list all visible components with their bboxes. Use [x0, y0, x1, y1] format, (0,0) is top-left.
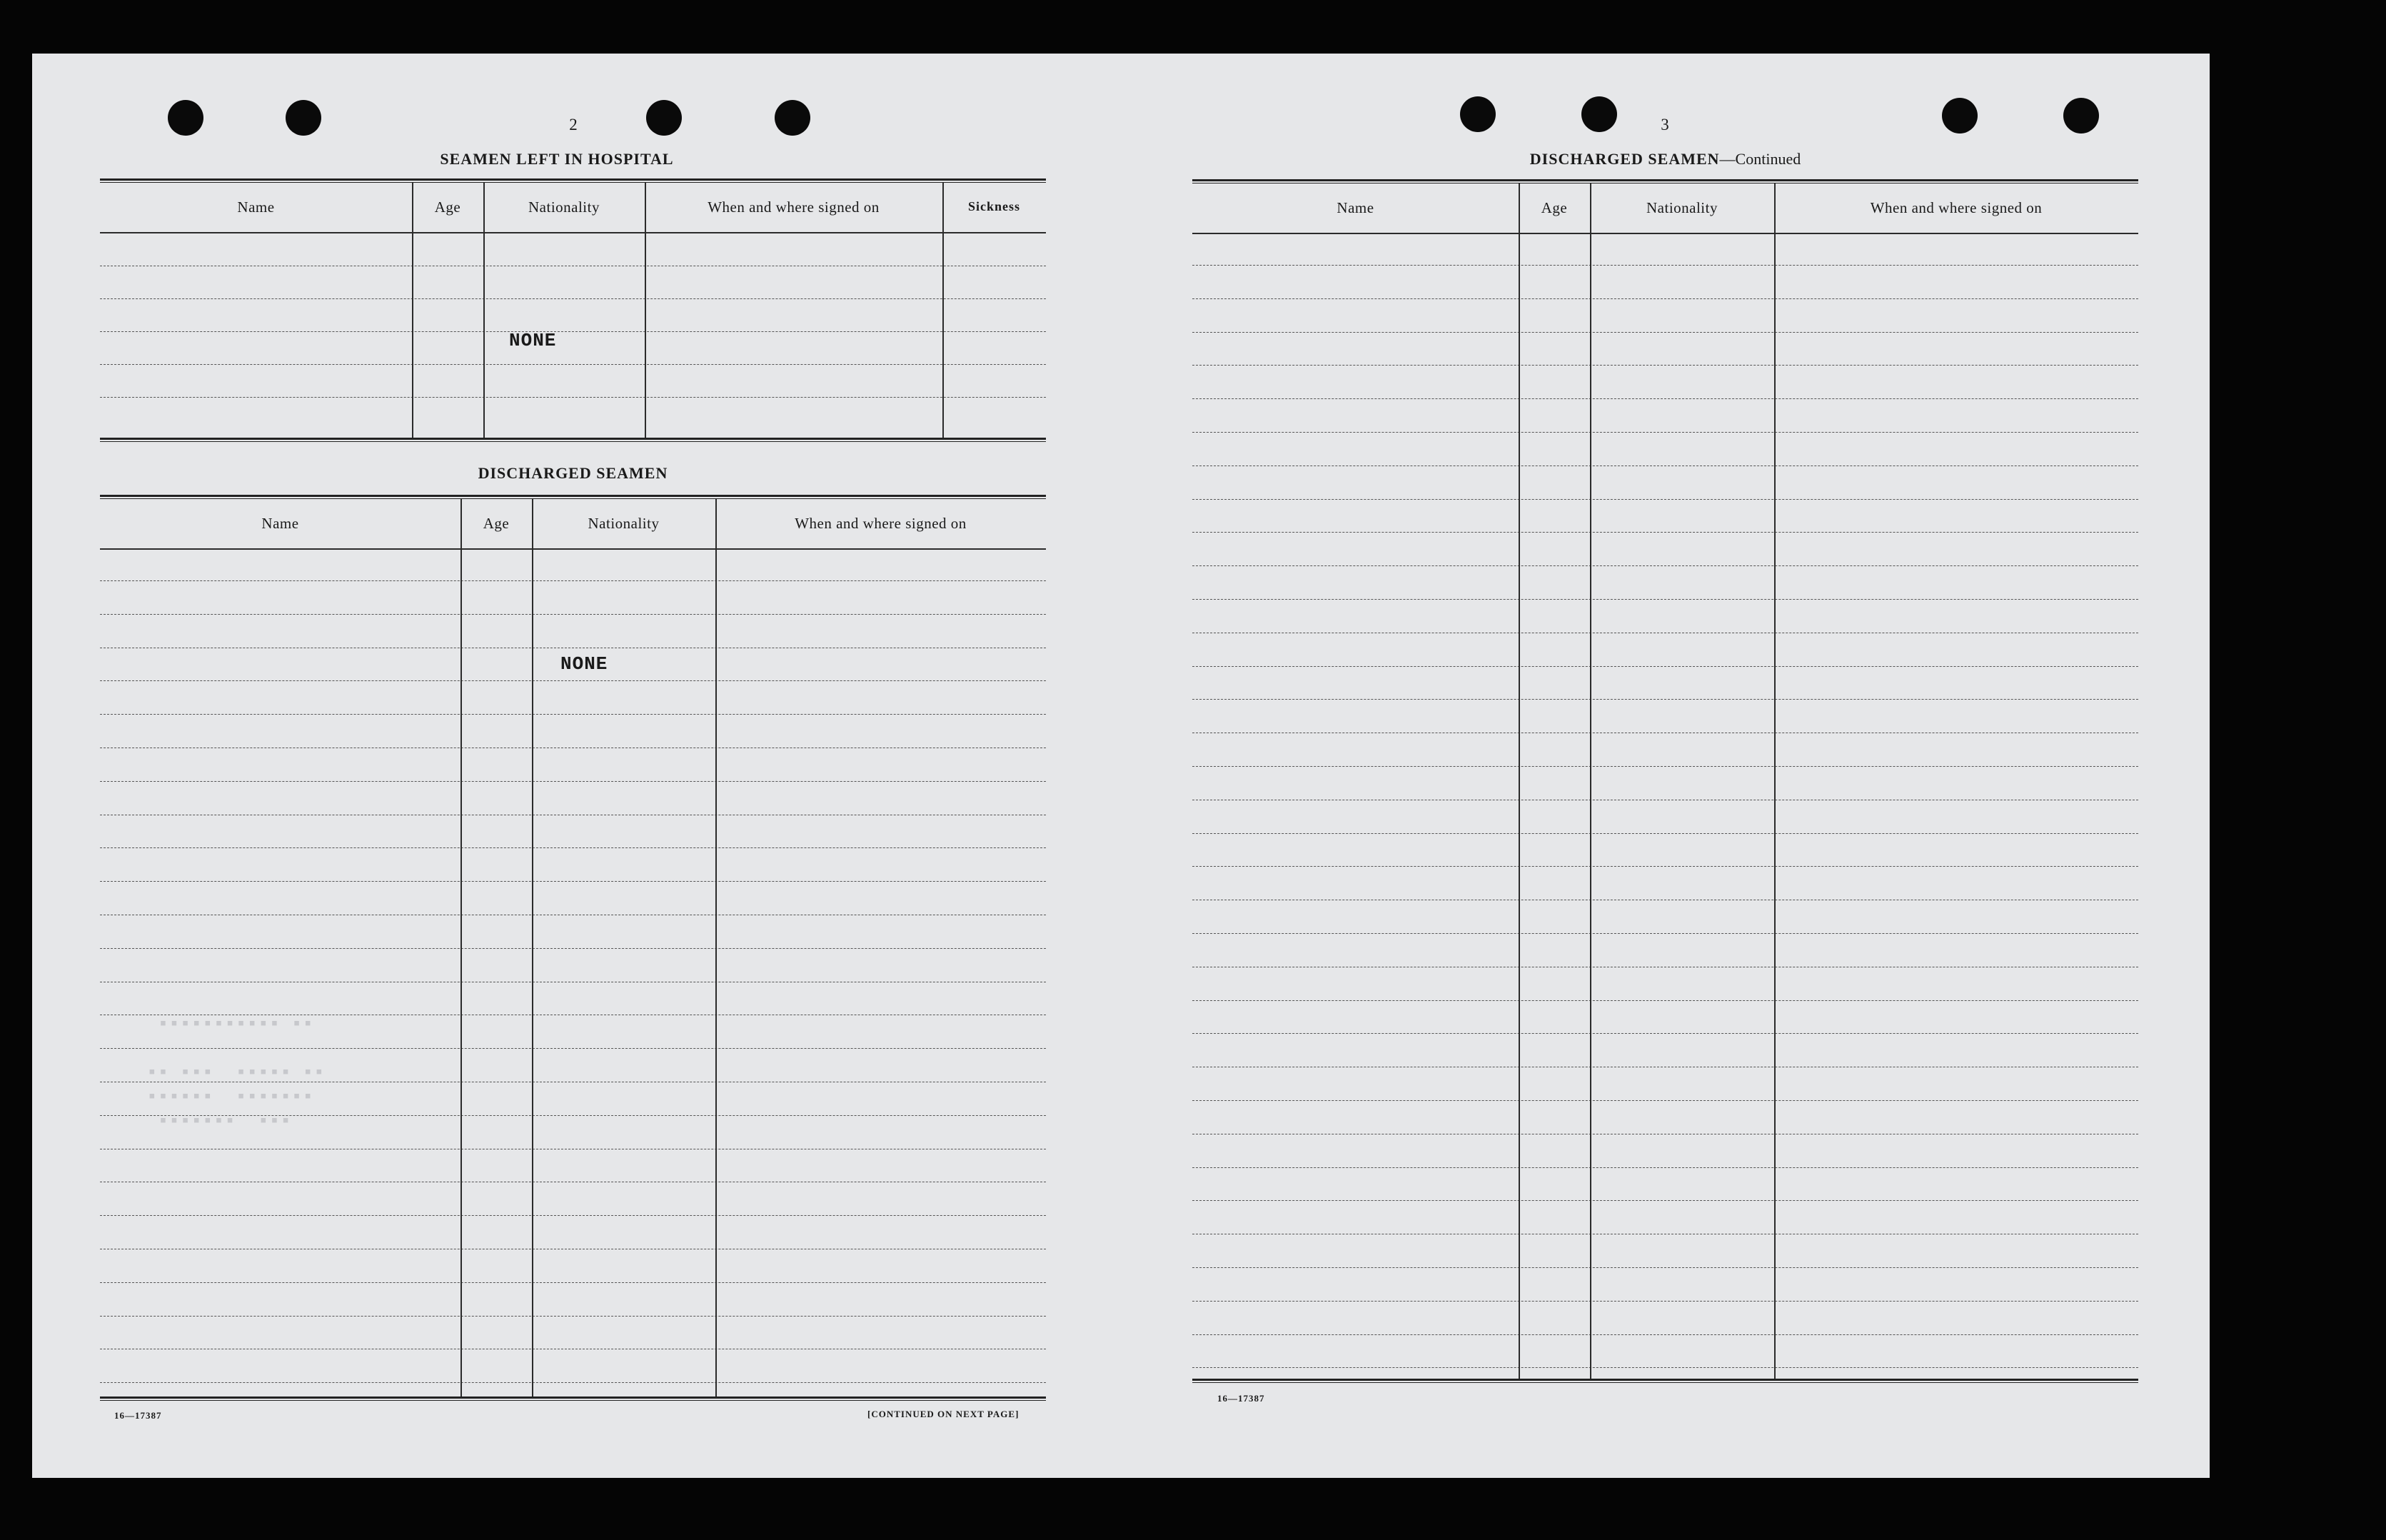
- ruled-row-line: [100, 948, 1046, 949]
- column-header-name: Name: [261, 515, 299, 532]
- discharged-entry-none: NONE: [560, 653, 608, 675]
- discharged-section-title: DISCHARGED SEAMEN: [478, 464, 668, 482]
- ruled-row-line: [100, 781, 1046, 782]
- document-sheet: [32, 54, 2210, 1478]
- ruled-row-line: [1192, 298, 2138, 299]
- column-header-age: Age: [434, 198, 461, 216]
- ruled-row-line: [100, 1282, 1046, 1283]
- column-header-sickness: Sickness: [967, 199, 1021, 213]
- form-number: 16—17387: [114, 1410, 162, 1421]
- ruled-row-line: [1192, 766, 2138, 767]
- ruled-row-line: [1192, 1167, 2138, 1168]
- ruled-row-line: [1192, 1100, 2138, 1101]
- ruled-row-line: [100, 1115, 1046, 1116]
- ruled-row-line: [1192, 1334, 2138, 1335]
- column-header-name: Name: [237, 198, 275, 216]
- ruled-row-line: [1192, 365, 2138, 366]
- ruled-row-line: [1192, 565, 2138, 566]
- discharged-continued-title: [1192, 150, 2138, 168]
- ruled-row-line: [100, 881, 1046, 882]
- discharged-continued-table: [1192, 179, 2138, 1393]
- ruled-row-line: [100, 847, 1046, 848]
- ruled-row-line: [100, 1215, 1046, 1216]
- ruled-row-line: [1192, 1301, 2138, 1302]
- punch-hole-icon: [168, 100, 203, 136]
- ruled-row-line: [100, 614, 1046, 615]
- form-number: 16—17387: [1217, 1393, 1265, 1404]
- ruled-row-line: [1192, 666, 2138, 667]
- punch-hole-icon: [775, 100, 810, 136]
- ruled-row-line: [1192, 1200, 2138, 1201]
- ruled-row-line: [100, 1048, 1046, 1049]
- ruled-row-line: [1192, 532, 2138, 533]
- column-header-name: Name: [1337, 199, 1374, 216]
- punch-hole-icon: [1942, 98, 1978, 134]
- column-header-signed-on: When and where signed on: [1870, 199, 2043, 216]
- column-header-age: Age: [1541, 199, 1568, 216]
- title-main: DISCHARGED SEAMEN: [1529, 150, 1720, 168]
- ruled-row-line: [100, 580, 1046, 581]
- ruled-row-line: [1192, 933, 2138, 934]
- ruled-row-line: [1192, 699, 2138, 700]
- column-header-signed-on: When and where signed on: [708, 198, 880, 216]
- ruled-row-line: [1192, 866, 2138, 867]
- ruled-row-line: [1192, 599, 2138, 600]
- ruled-row-line: [100, 1316, 1046, 1317]
- column-header-nationality: Nationality: [588, 515, 660, 532]
- ruled-row-line: [100, 680, 1046, 681]
- ruled-row-line: [1192, 1367, 2138, 1368]
- ruled-row-line: [1192, 833, 2138, 834]
- ruled-row-line: [1192, 265, 2138, 266]
- column-header-nationality: Nationality: [1646, 199, 1718, 216]
- punch-hole-icon: [646, 100, 682, 136]
- punch-hole-icon: [2063, 98, 2099, 134]
- discharged-table: [100, 495, 1046, 1401]
- ruled-row-line: [1192, 1267, 2138, 1268]
- ruled-row-line: [1192, 499, 2138, 500]
- punch-hole-icon: [286, 100, 321, 136]
- column-header-signed-on: When and where signed on: [795, 515, 967, 532]
- page-number: 3: [1661, 116, 1669, 134]
- hospital-table: [100, 178, 1046, 500]
- hospital-section-title: SEAMEN LEFT IN HOSPITAL: [440, 150, 674, 168]
- ruled-row-line: [1192, 1000, 2138, 1001]
- ruled-row-line: [100, 1382, 1046, 1383]
- ruled-row-line: [1192, 332, 2138, 333]
- page-number: 2: [569, 116, 578, 134]
- punch-hole-icon: [1460, 96, 1496, 132]
- ruled-row-line: [1192, 398, 2138, 399]
- continued-note: [CONTINUED ON NEXT PAGE]: [867, 1409, 1020, 1419]
- ruled-row-line: [1192, 432, 2138, 433]
- column-header-nationality: Nationality: [528, 198, 600, 216]
- ruled-row-line: [1192, 1033, 2138, 1034]
- hospital-entry-none: NONE: [509, 330, 557, 351]
- ruled-row-line: [100, 714, 1046, 715]
- ruled-row-line: [1192, 465, 2138, 466]
- column-header-age: Age: [483, 515, 510, 532]
- faded-stamp-mark: ▪▪▪ ▪▪▪▪▪▪▪ ▪▪▪▪▪▪▪ ▪▪▪▪▪▪ ▪▪ ▪▪▪▪▪ ▪▪▪ ▪▪ ▪▪ ▪▪▪▪▪▪▪▪▪▪▪: [146, 1012, 325, 1130]
- title-suffix: —Continued: [1719, 150, 1801, 168]
- punch-hole-icon: [1581, 96, 1617, 132]
